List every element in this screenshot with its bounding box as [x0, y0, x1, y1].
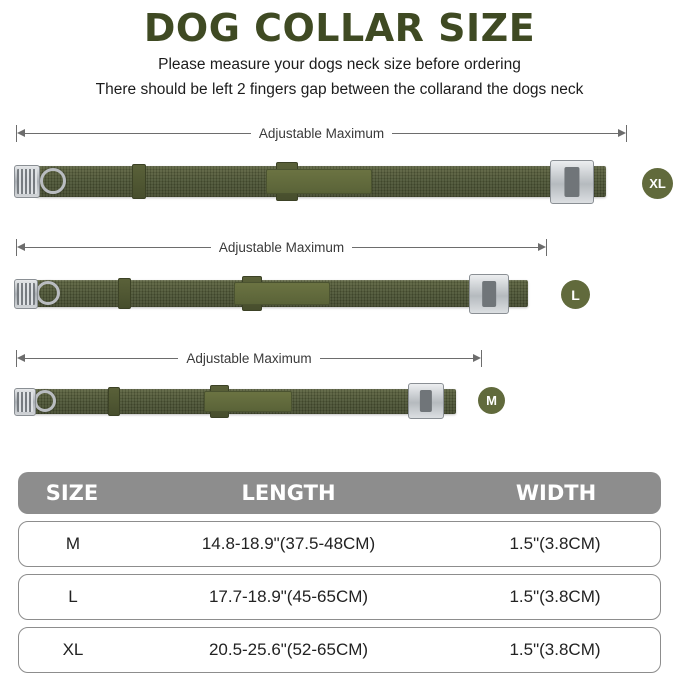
size-badge-label-xl: XL [649, 176, 666, 191]
measure-arrow-left-l [17, 243, 25, 251]
table-header-width: WIDTH [515, 481, 597, 505]
table-row [18, 574, 661, 620]
measure-tick-right-m [481, 350, 482, 367]
cell-size: XL [62, 640, 84, 659]
table-header-length: LENGTH [241, 481, 336, 505]
measure-bar-xl [16, 120, 627, 146]
collar-buckle-l [469, 274, 509, 314]
cell-size: L [68, 587, 78, 606]
collar-keeper-l [118, 278, 131, 309]
collar-clip-l [14, 279, 38, 309]
subtitle-line-2: There should be left 2 fingers gap between the collarand the dogs neck [95, 81, 584, 98]
page-header [0, 6, 679, 100]
size-badge-label-m: M [486, 393, 497, 408]
collar-row-l [0, 232, 679, 345]
measure-line-right-xl [392, 133, 618, 134]
subtitle-line-1: Please measure your dogs neck size before ordering [158, 56, 521, 73]
size-chart-page [0, 6, 679, 689]
collar-keeper-m [108, 387, 120, 416]
collar-clip-teeth-xl [17, 169, 37, 194]
collar-d-ring-l [36, 281, 60, 305]
collar-buckle-m [408, 383, 444, 419]
collar-buckle-slot-xl [564, 167, 579, 197]
measure-tick-right-l [546, 239, 547, 256]
collar-row-m [0, 345, 679, 445]
collar-graphic-m [14, 377, 474, 425]
measure-arrow-right-m [473, 354, 481, 362]
collar-clip-teeth-l [17, 283, 35, 305]
size-table [18, 472, 661, 673]
collar-clip-m [14, 388, 36, 416]
measure-arrow-left-xl [17, 129, 25, 137]
measure-bar-l [16, 234, 547, 260]
table-row [18, 521, 661, 567]
measure-tick-right-xl [626, 125, 627, 142]
measure-line-left-l [25, 247, 211, 248]
page-title: DOG COLLAR SIZE [143, 6, 536, 50]
measure-arrow-right-xl [618, 129, 626, 137]
collar-clip-teeth-m [17, 392, 33, 412]
size-badge-m [478, 387, 505, 414]
cell-size: M [65, 534, 81, 553]
collar-graphic-l [14, 268, 544, 320]
collar-buckle-slot-l [482, 281, 496, 307]
collar-graphic-xl [14, 154, 624, 210]
collar-buckle-xl [550, 160, 594, 204]
collar-keeper-xl [132, 164, 146, 199]
collar-velcro-panel-m [204, 391, 292, 412]
size-badge-xl [642, 168, 673, 199]
size-badge-l [561, 280, 590, 309]
measure-line-right-l [352, 247, 538, 248]
cell-length: 14.8-18.9"(37.5-48CM) [201, 534, 376, 553]
table-header-size: SIZE [45, 481, 99, 505]
collar-velcro-panel-l [234, 282, 330, 305]
collar-velcro-panel-xl [266, 169, 372, 194]
measure-arrow-left-m [17, 354, 25, 362]
collar-clip-xl [14, 165, 40, 198]
measure-line-left-m [25, 358, 178, 359]
measure-arrow-right-l [538, 243, 546, 251]
collar-d-ring-xl [40, 168, 66, 194]
measure-label-l: Adjustable Maximum [218, 239, 345, 255]
collar-d-ring-m [34, 390, 56, 412]
collar-buckle-slot-m [420, 390, 432, 412]
cell-width: 1.5"(3.8CM) [509, 587, 601, 606]
measure-line-left-xl [25, 133, 251, 134]
cell-length: 17.7-18.9"(45-65CM) [208, 587, 369, 606]
measure-line-right-m [320, 358, 473, 359]
cell-width: 1.5"(3.8CM) [509, 640, 601, 659]
collar-illustrations [0, 114, 679, 445]
cell-length: 20.5-25.6"(52-65CM) [208, 640, 369, 659]
cell-width: 1.5"(3.8CM) [509, 534, 601, 553]
measure-bar-m [16, 345, 482, 371]
table-row [18, 627, 661, 673]
collar-row-xl [0, 114, 679, 232]
measure-label-xl: Adjustable Maximum [258, 125, 385, 141]
measure-label-m: Adjustable Maximum [186, 350, 312, 366]
size-badge-label-l: L [571, 286, 580, 303]
table-header-row [18, 472, 661, 514]
